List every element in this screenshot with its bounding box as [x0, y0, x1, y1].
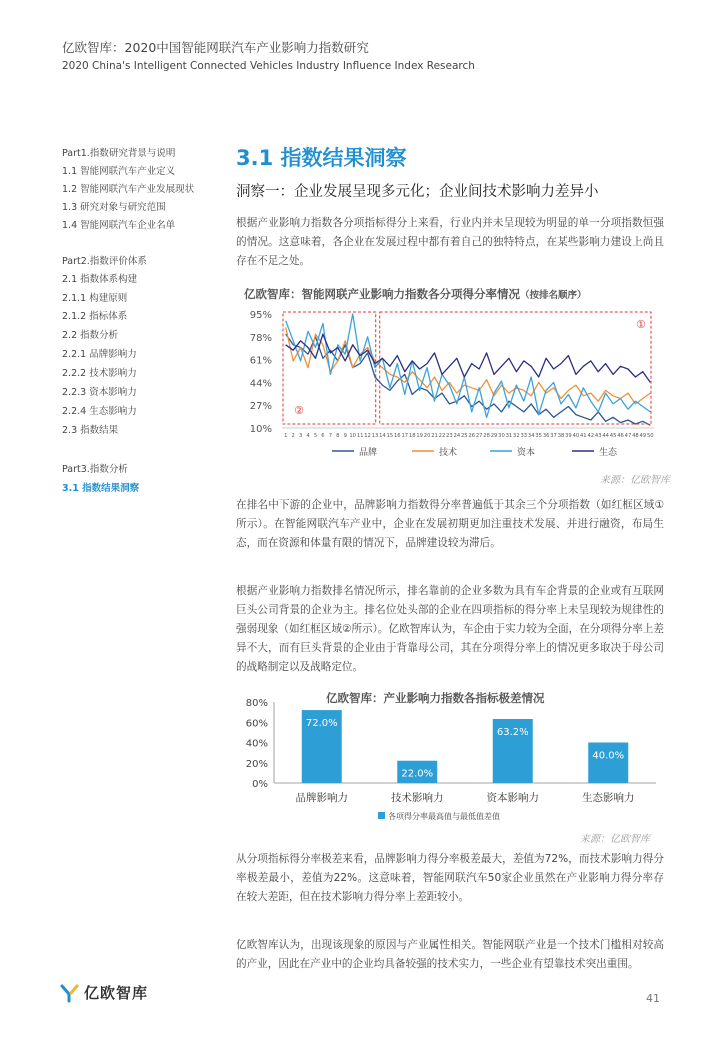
x-tick-label: 18 [408, 433, 416, 439]
x-tick-label: 19 [416, 433, 423, 439]
y-tick-label: 27% [249, 401, 272, 413]
x-tick-label: 40 [572, 433, 580, 439]
y-tick-label: 78% [249, 332, 272, 344]
x-tick-label: 34 [527, 433, 535, 439]
x-tick-label: 11 [356, 433, 364, 439]
x-tick-label: 36 [542, 433, 550, 439]
x-tick-label: 38 [557, 433, 565, 439]
x-tick-label: 43 [594, 433, 602, 439]
y-tick-label: 40% [245, 738, 268, 750]
x-tick-label: 37 [550, 433, 557, 439]
annotation-marker-2: ② [294, 404, 304, 417]
y-tick-label: 10% [249, 424, 272, 435]
x-tick-label: 29 [490, 433, 498, 439]
x-tick-label: 35 [535, 433, 542, 439]
toc-2-2-4[interactable]: 2.2.4 生态影响力 [62, 406, 137, 417]
paragraph-1: 根据产业影响力指数各分项指标得分上来看，行业内并未呈现较为明显的单一分项指数恒强的情况。这意味着，各企业在发展过程中都有着自己的独特特点，在某些影响力建设上尚且存在不足之处。 [236, 217, 664, 267]
toc-part1[interactable]: Part1.指数研究背景与说明 [62, 148, 176, 159]
chart2-title: 亿欧智库：产业影响力指数各指标极差情况 [326, 691, 545, 705]
y-tick-label: 20% [245, 758, 268, 770]
bar-value-label: 72.0% [305, 718, 338, 730]
bar-value-label: 22.0% [401, 768, 434, 780]
x-tick-label: 4 [306, 433, 310, 439]
x-tick-label: 20 [423, 433, 431, 439]
chart1-source: 来源：亿欧智库 [600, 475, 670, 486]
toc-part3[interactable]: Part3.指数分析 [62, 464, 128, 475]
legend-label-生态: 生态 [599, 448, 618, 458]
footer-logo [60, 982, 148, 1003]
x-tick-label: 26 [468, 433, 476, 439]
toc-2-3[interactable]: 2.3 指数结果 [62, 425, 119, 436]
series-line-生态 [286, 334, 651, 382]
x-tick-label: 24 [453, 433, 461, 439]
x-tick-label: 45 [609, 433, 617, 439]
x-tick-label: 30 [498, 433, 505, 439]
x-tick-label: 9 [343, 433, 347, 439]
x-tick-label: 49 [639, 433, 647, 439]
toc-2-2-2[interactable]: 2.2.2 技术影响力 [62, 368, 137, 379]
y-tick-label: 60% [245, 718, 268, 730]
legend-label-技术: 技术 [439, 448, 458, 458]
legend-swatch [378, 812, 385, 819]
x-tick-label: 13 [371, 433, 379, 439]
x-tick-label: 16 [394, 433, 401, 439]
x-tick-label: 28 [483, 433, 490, 439]
x-tick-label: 15 [386, 433, 394, 439]
bar-value-label: 63.2% [496, 727, 529, 739]
toc-1-4[interactable]: 1.4 智能网联汽车企业名单 [62, 220, 176, 231]
toc-2-2-1[interactable]: 2.2.1 品牌影响力 [62, 349, 137, 360]
toc-1-1[interactable]: 1.1 智能网联汽车产业定义 [62, 166, 176, 177]
y-tick-label: 0% [252, 779, 268, 790]
toc-part2[interactable]: Part2.指数评价体系 [62, 256, 147, 267]
logo-text: 亿欧智库 [84, 984, 149, 1002]
bar-chart [236, 694, 664, 828]
x-tick-label: 3 [298, 433, 303, 439]
y-tick-label: 95% [249, 310, 272, 321]
paragraph-3: 根据产业影响力指数排名情况所示，排名靠前的企业多数为具有车企背景的企业或有互联网巨头公司背景的企业为主。排名位处头部的企业在四项指标的得分率上未呈现较为规律性的强弱现象（如红框区域②所示）。亿欧智库认为，车企由于实力较为全面，在分项得分率上差异不大，而有巨头背景的企业由于背靠母公司，其在分项得分率上的情况更多取决于母公司的战略制定以及战略定位。 [236, 585, 664, 673]
x-tick-label: 1 [284, 433, 288, 439]
toc-2-1-2[interactable]: 2.1.2 指标体系 [62, 311, 128, 322]
x-tick-label: 50 [646, 433, 654, 439]
x-tick-label: 44 [602, 433, 609, 439]
x-tick-label: 5 [313, 433, 318, 439]
toc-1-3[interactable]: 1.3 研究对象与研究范围 [62, 202, 166, 213]
header-title-cn: 亿欧智库：2020中国智能网联汽车产业影响力指数研究 [62, 40, 369, 55]
toc-2-2[interactable]: 2.2 指数分析 [62, 330, 119, 341]
logo-icon [60, 983, 80, 1003]
paragraph-4: 从分项指标得分率极差来看，品牌影响力得分率极差最大，差值为72%，而技术影响力得分率极差最小，差值为22%。这意味着，智能网联汽车50家企业虽然在产业影响力得分率存在较大差距，但在技术影响力得分率上差距较小。 [236, 853, 664, 903]
line-chart [236, 304, 664, 462]
x-tick-label: 25 [460, 433, 468, 439]
x-tick-label: 31 [505, 433, 513, 439]
x-tick-label: 39 [565, 433, 572, 439]
x-tick-label: 12 [364, 433, 371, 439]
x-tick-label: 32 [513, 433, 520, 439]
header-title-en: 2020 China's Intelligent Connected Vehicles Industry Influence Index Research [62, 60, 475, 72]
x-tick-label: 23 [446, 433, 453, 439]
toc-1-2[interactable]: 1.2 智能网联汽车产业发展现状 [62, 184, 195, 195]
annotation-marker-1: ① [636, 318, 646, 331]
x-tick-label: 6 [321, 433, 325, 439]
x-tick-label: 33 [520, 433, 528, 439]
section-title: 3.1 指数结果洞察 [236, 146, 407, 170]
section-subtitle: 洞察一：企业发展呈现多元化；企业间技术影响力差异小 [236, 184, 599, 200]
chart1-title: 亿欧智库：智能网联产业影响力指数各分项得分率情况（按排名顺序） [244, 287, 587, 301]
page-number: 41 [646, 992, 660, 1005]
bar-生态影响力 [588, 743, 628, 784]
y-tick-label: 44% [249, 378, 272, 390]
category-label: 生态影响力 [582, 792, 635, 804]
x-tick-label: 42 [587, 433, 595, 439]
x-tick-label: 22 [438, 433, 446, 439]
legend-label-品牌: 品牌 [359, 448, 378, 458]
x-tick-label: 14 [379, 433, 386, 439]
legend-label-资本: 资本 [517, 448, 536, 458]
bar-value-label: 40.0% [592, 750, 625, 762]
x-tick-label: 27 [475, 433, 483, 439]
x-tick-label: 21 [431, 433, 438, 439]
toc-2-2-3[interactable]: 2.2.3 资本影响力 [62, 387, 137, 398]
category-label: 品牌影响力 [295, 792, 348, 804]
x-tick-label: 17 [401, 433, 409, 439]
x-tick-label: 46 [617, 433, 624, 439]
y-tick-label: 61% [249, 355, 272, 367]
x-tick-label: 7 [328, 433, 333, 439]
paragraph-2: 在排名中下游的企业中，品牌影响力指数得分率普遍低于其余三个分项指数（如红框区域①所示）。在智能网联汽车产业中，企业在发展初期更加注重技术发展、并进行融资，布局生态，而在资源和体量有限的情况下，品牌建设较为滞后。 [236, 499, 664, 549]
toc-3-1-active[interactable]: 3.1 指数结果洞察 [62, 483, 140, 494]
toc-2-1-1[interactable]: 2.1.1 构建原则 [62, 293, 128, 304]
legend-label: 各项得分率最高值与最低值差值 [388, 812, 500, 821]
y-tick-label: 80% [245, 698, 268, 709]
x-tick-label: 8 [336, 433, 340, 439]
chart1-title-note: （按排名顺序） [520, 290, 587, 301]
x-tick-label: 2 [291, 433, 295, 439]
chart2-source: 来源：亿欧智库 [580, 834, 650, 845]
x-tick-label: 41 [580, 433, 587, 439]
paragraph-5: 亿欧智库认为，出现该现象的原因与产业属性相关。智能网联产业是一个技术门槛相对较高的产业，因此在产业中的企业均具备较强的技术实力，一些企业有望靠技术突出重围。 [236, 939, 664, 970]
category-label: 资本影响力 [486, 792, 539, 804]
x-tick-label: 47 [624, 433, 632, 439]
x-tick-label: 48 [632, 433, 639, 439]
x-tick-label: 10 [349, 433, 356, 439]
category-label: 技术影响力 [391, 792, 444, 804]
toc-2-1[interactable]: 2.1 指数体系构建 [62, 274, 138, 285]
